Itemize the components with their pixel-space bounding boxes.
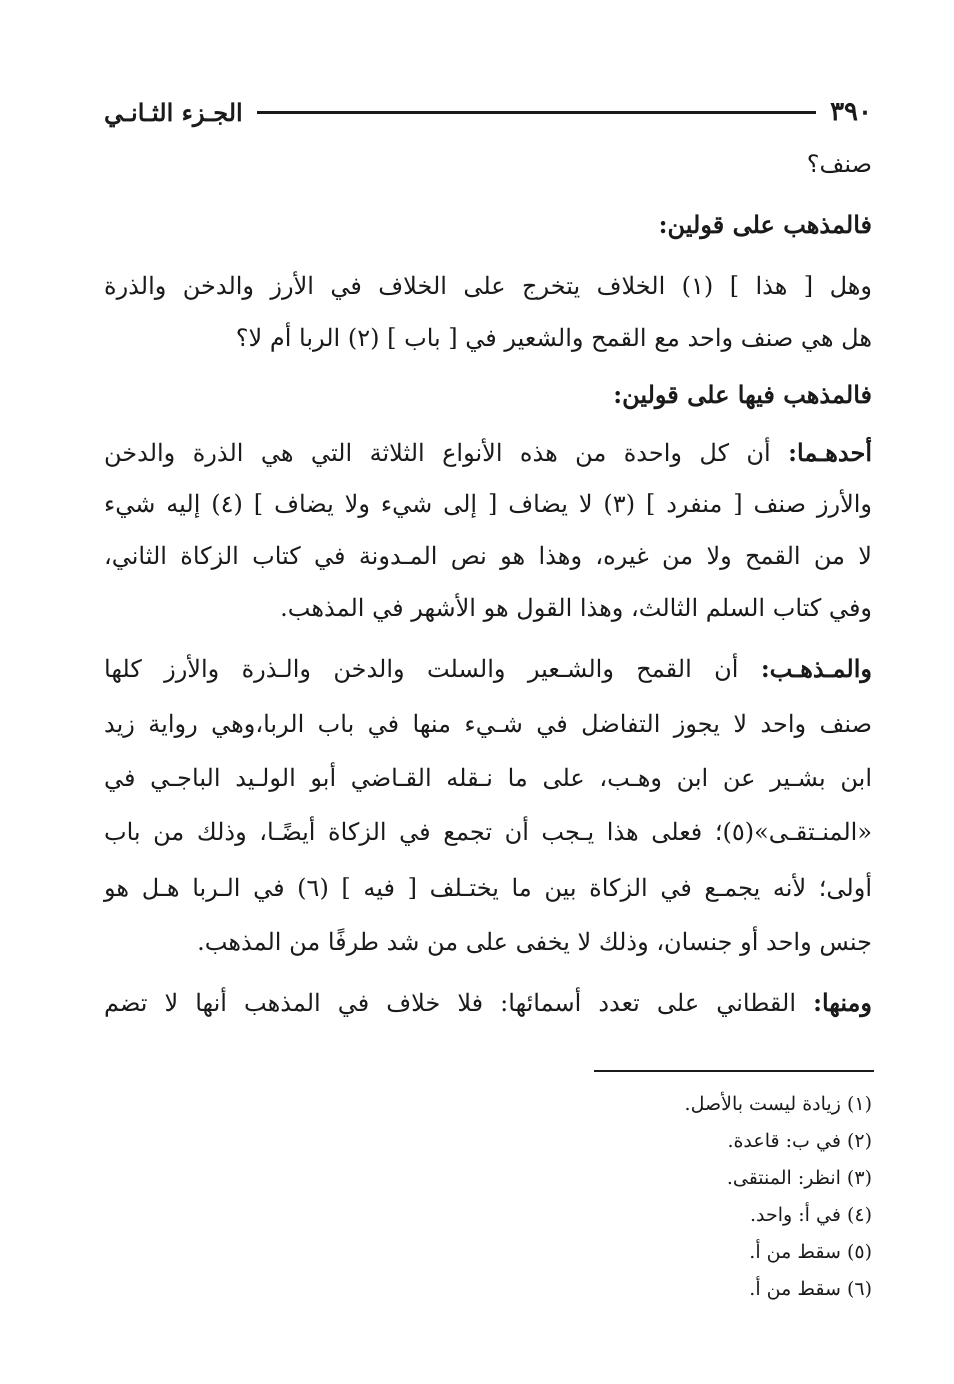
footnote: (٣) انظر: المنتقى. <box>726 1167 872 1189</box>
paragraph-lead: أحدهـما: <box>788 438 872 467</box>
text-line: وهل [ هذا ] (١) الخلاف يتخرج على الخلاف في الأرز والدخن والذرة <box>104 272 872 300</box>
footnote: (٦) سقط من أ. <box>749 1278 872 1300</box>
text-line: لا من القمح ولا من غيره، وهذا هو نص المـدونة في كتاب الزكاة الثاني، <box>104 542 872 570</box>
paragraph-lead: والمـذهـب: <box>760 654 872 683</box>
text-line <box>104 988 872 1017</box>
paragraph-lead: ومنها: <box>813 988 872 1017</box>
footnote: (٢) في ب: قاعدة. <box>727 1130 872 1152</box>
text-line: جنس واحد أو جنسان، وذلك لا يخفى على من شد طرفًا من المذهب. <box>197 928 872 956</box>
text-line: هل هي صنف واحد مع القمح والشعير في [ باب ] (٢) الربا أم لا؟ <box>235 324 872 352</box>
header-rule <box>257 111 816 114</box>
footnote-separator <box>594 1070 874 1072</box>
text-line: أولى؛ لأنه يجمـع في الزكاة بين ما يختـلف [ فيه ] (٦) في الـربا هـل هو <box>104 874 872 902</box>
running-title: الجـزء الثـانـي <box>104 97 243 127</box>
paragraph-text: أن كل واحدة من هذه الأنواع الثلاثة التي هي الذرة والدخن <box>104 439 789 467</box>
text-line: فالمذهب فيها على قولين: <box>613 380 872 409</box>
text-line: وفي كتاب السلم الثالث، وهذا القول هو الأشهر في المذهب. <box>280 594 872 622</box>
text-line: صنف؟ <box>806 150 872 178</box>
page-number: ٣٩٠ <box>830 97 872 127</box>
text-line: والأرز صنف [ منفرد ] (٣) لا يضاف [ إلى شيء ولا يضاف ] (٤) إليه شيء <box>104 490 873 518</box>
footnote: (١) زيادة ليست بالأصل. <box>684 1093 872 1115</box>
paragraph-text: أن القمح والشـعير والسلت والدخن والـذرة والأرز كلها <box>104 655 761 683</box>
text-line: «المنـتقـى»(٥)؛ فعلى هذا يـجب أن تجمع في الزكاة أيضًـا، وذلك من باب <box>104 818 872 846</box>
footnote: (٤) في أ: واحد. <box>750 1204 872 1226</box>
text-line <box>104 654 872 683</box>
page-header <box>104 92 872 132</box>
text-line: ابن بشـير عن ابن وهـب، على ما نـقله القـاضي أبو الولـيد الباجـي في <box>104 764 872 792</box>
text-line: صنف واحد لا يجوز التفاضل في شـيء منها في باب الربا،وهي رواية زيد <box>104 710 872 738</box>
text-line <box>104 438 872 467</box>
text-line: فالمذهب على قولين: <box>658 210 872 239</box>
footnote: (٥) سقط من أ. <box>749 1241 872 1263</box>
paragraph-text: القطاني على تعدد أسمائها: فلا خلاف في المذهب أنها لا تضم <box>104 989 814 1017</box>
